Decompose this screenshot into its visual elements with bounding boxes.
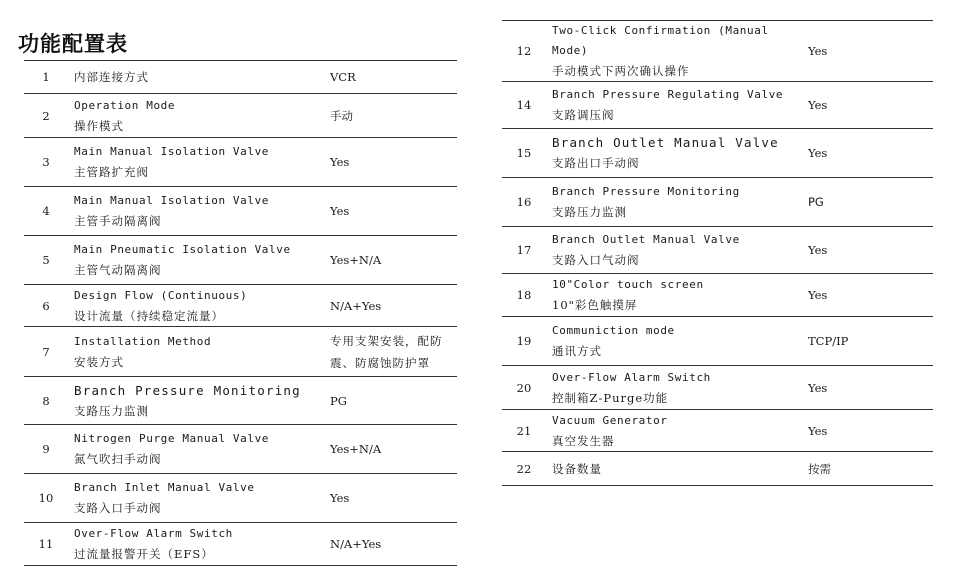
value-cell: Yes bbox=[808, 129, 933, 178]
item-cell bbox=[68, 236, 330, 285]
item-cell bbox=[68, 61, 330, 94]
table-row bbox=[502, 317, 933, 366]
item-cell bbox=[68, 425, 330, 474]
item-en: Installation Method bbox=[74, 334, 212, 348]
table-row bbox=[24, 425, 457, 474]
table-row bbox=[502, 129, 933, 178]
item-en: Branch Outlet Manual Valve bbox=[552, 135, 779, 150]
value-cell: Yes bbox=[808, 410, 933, 452]
value-cell bbox=[330, 327, 457, 377]
row-number: 3 bbox=[24, 138, 68, 187]
item-zh: 内部连接方式 bbox=[74, 70, 149, 84]
row-number: 8 bbox=[24, 377, 68, 425]
table-row bbox=[24, 61, 457, 94]
row-number: 4 bbox=[24, 187, 68, 236]
value-cell: N/A+Yes bbox=[330, 523, 457, 566]
row-number: 21 bbox=[502, 410, 546, 452]
item-en: Branch Pressure Monitoring bbox=[552, 185, 740, 198]
item-cell bbox=[546, 410, 808, 452]
table-row bbox=[24, 187, 457, 236]
value-cell: TCP/IP bbox=[808, 317, 933, 366]
item-zh: 10"彩色触摸屏 bbox=[552, 298, 638, 312]
config-table-right bbox=[502, 20, 933, 486]
item-zh: 氮气吹扫手动阀 bbox=[74, 452, 162, 466]
row-number: 14 bbox=[502, 82, 546, 129]
row-number: 7 bbox=[24, 327, 68, 377]
table-row bbox=[502, 452, 933, 486]
item-en: Main Pneumatic Isolation Valve bbox=[74, 243, 291, 256]
item-cell bbox=[546, 317, 808, 366]
row-number: 5 bbox=[24, 236, 68, 285]
item-cell bbox=[546, 274, 808, 317]
item-en: Main Manual Isolation Valve bbox=[74, 194, 270, 207]
row-number: 1 bbox=[24, 61, 68, 94]
item-en: Branch Outlet Manual Valve bbox=[552, 233, 740, 246]
item-zh: 操作模式 bbox=[74, 118, 124, 133]
table-row bbox=[24, 94, 457, 138]
item-cell bbox=[68, 285, 330, 327]
value-cell: Yes bbox=[330, 187, 457, 236]
item-zh: 主管气动隔离阀 bbox=[74, 263, 162, 277]
value-cell: Yes bbox=[808, 274, 933, 317]
item-en: Branch Pressure Regulating Valve bbox=[552, 88, 784, 101]
item-zh: 真空发生器 bbox=[552, 433, 615, 448]
value-cell: Yes bbox=[808, 366, 933, 410]
item-en: Main Manual Isolation Valve bbox=[74, 145, 270, 158]
item-en: Operation Mode bbox=[74, 98, 176, 112]
item-cell bbox=[68, 187, 330, 236]
table-row bbox=[502, 82, 933, 129]
item-cell bbox=[68, 377, 330, 425]
item-cell bbox=[68, 138, 330, 187]
item-en: Nitrogen Purge Manual Valve bbox=[74, 432, 270, 445]
item-cell bbox=[546, 227, 808, 274]
item-zh: 支路入口气动阀 bbox=[552, 253, 640, 267]
row-number: 9 bbox=[24, 425, 68, 474]
row-number: 18 bbox=[502, 274, 546, 317]
item-zh: 安装方式 bbox=[74, 354, 124, 369]
value-cell: Yes bbox=[808, 227, 933, 274]
value-cell: Yes bbox=[808, 21, 933, 82]
value-cell: Yes+N/A bbox=[330, 236, 457, 285]
table-row bbox=[24, 138, 457, 187]
item-en: Vacuum Generator bbox=[552, 413, 668, 427]
item-cell bbox=[546, 452, 808, 486]
value-cell: 按需 bbox=[808, 452, 933, 486]
item-zh: 控制箱Z-Purge功能 bbox=[552, 390, 669, 405]
value-cell: Yes bbox=[808, 82, 933, 129]
row-number: 15 bbox=[502, 129, 546, 178]
item-cell bbox=[546, 129, 808, 178]
table-row bbox=[24, 377, 457, 425]
table-row bbox=[24, 285, 457, 327]
item-cell bbox=[68, 94, 330, 138]
value-cell: N/A+Yes bbox=[330, 285, 457, 327]
item-zh: 支路入口手动阀 bbox=[74, 501, 162, 515]
item-en: Communiction mode bbox=[552, 324, 675, 337]
item-zh: 支路压力监测 bbox=[552, 205, 627, 219]
item-zh: 通讯方式 bbox=[552, 344, 602, 358]
value-cell: Yes bbox=[330, 474, 457, 523]
value-cell: PG bbox=[808, 178, 933, 227]
item-zh: 支路出口手动阀 bbox=[552, 156, 640, 170]
row-number: 2 bbox=[24, 94, 68, 138]
item-cell bbox=[546, 82, 808, 129]
value-cell: Yes bbox=[330, 138, 457, 187]
item-en: Two-Click Confirmation (Manual Mode) bbox=[552, 24, 769, 57]
item-zh: 设计流量（持续稳定流量） bbox=[74, 308, 224, 323]
item-en: Design Flow (Continuous) bbox=[74, 288, 248, 302]
table-row bbox=[502, 178, 933, 227]
item-cell bbox=[68, 474, 330, 523]
row-number: 6 bbox=[24, 285, 68, 327]
config-table-left bbox=[24, 60, 457, 566]
table-row bbox=[24, 474, 457, 523]
item-zh: 手动模式下两次确认操作 bbox=[552, 64, 690, 78]
table-row bbox=[502, 21, 933, 82]
item-cell bbox=[546, 21, 808, 82]
item-en: 10"Color touch screen bbox=[552, 278, 704, 291]
value-cell: VCR bbox=[330, 61, 457, 94]
item-cell bbox=[546, 366, 808, 410]
item-cell bbox=[546, 178, 808, 227]
page-title: 功能配置表 bbox=[18, 32, 128, 56]
item-zh: 主管手动隔离阀 bbox=[74, 214, 162, 228]
row-number: 12 bbox=[502, 21, 546, 82]
value-cell: Yes+N/A bbox=[330, 425, 457, 474]
item-en: Branch Inlet Manual Valve bbox=[74, 481, 255, 494]
item-en: Over-Flow Alarm Switch bbox=[552, 370, 711, 384]
row-number: 19 bbox=[502, 317, 546, 366]
item-zh: 主管路扩充阀 bbox=[74, 165, 149, 179]
item-en: Over-Flow Alarm Switch bbox=[74, 527, 233, 540]
table-row bbox=[24, 523, 457, 566]
item-cell bbox=[68, 523, 330, 566]
table-row bbox=[502, 366, 933, 410]
value-cell: 手动 bbox=[330, 94, 457, 138]
item-cell bbox=[68, 327, 330, 377]
row-number: 17 bbox=[502, 227, 546, 274]
row-number: 16 bbox=[502, 178, 546, 227]
value-text: 专用支架安装，配防震、防腐蚀防护罩 bbox=[330, 333, 443, 370]
table-row bbox=[24, 327, 457, 377]
row-number: 11 bbox=[24, 523, 68, 566]
item-zh: 过流量报警开关（EFS） bbox=[74, 547, 214, 561]
value-cell: PG bbox=[330, 377, 457, 425]
item-zh: 设备数量 bbox=[552, 461, 602, 476]
row-number: 10 bbox=[24, 474, 68, 523]
item-zh: 支路压力监测 bbox=[74, 403, 149, 418]
item-zh: 支路调压阀 bbox=[552, 108, 615, 122]
item-en: Branch Pressure Monitoring bbox=[74, 382, 301, 398]
table-row bbox=[502, 274, 933, 317]
table-row bbox=[24, 236, 457, 285]
table-row bbox=[502, 410, 933, 452]
table-row bbox=[502, 227, 933, 274]
row-number: 22 bbox=[502, 452, 546, 486]
row-number: 20 bbox=[502, 366, 546, 410]
